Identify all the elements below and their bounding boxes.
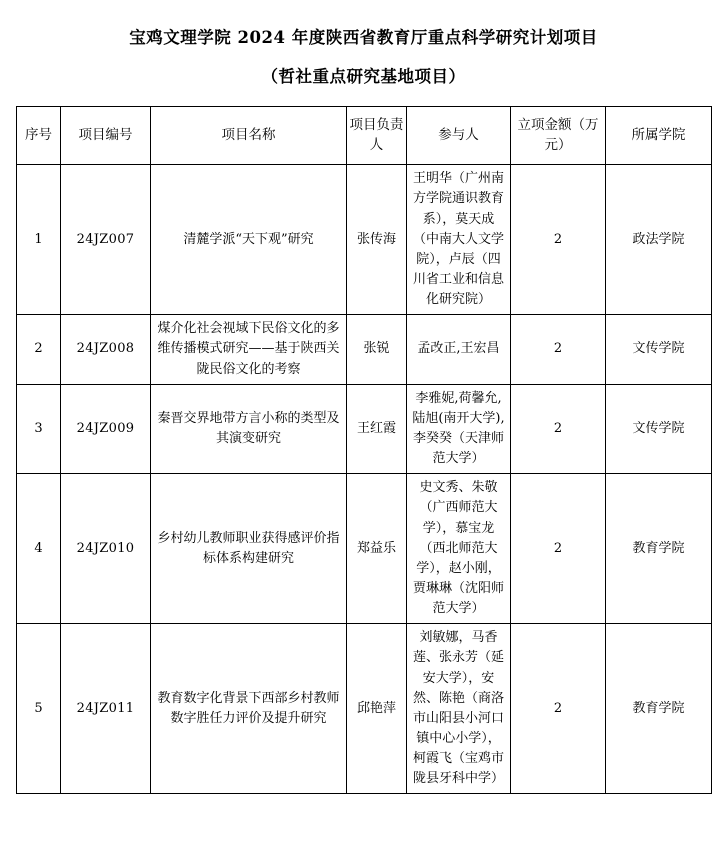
- cell-college: 教育学院: [606, 474, 712, 624]
- cell-seq: 4: [17, 474, 61, 624]
- column-header-participants: 参与人: [407, 106, 511, 165]
- column-header-name: 项目名称: [151, 106, 347, 165]
- cell-amount: 2: [511, 474, 606, 624]
- cell-college: 教育学院: [606, 624, 712, 794]
- cell-project-id: 24JZ011: [61, 624, 151, 794]
- column-header-leader: 项目负责人: [347, 106, 407, 165]
- cell-participants: 王明华（广州南方学院通识教育系），莫天成（中南大人文学院），卢辰（四川省工业和信息化研究院）: [407, 165, 511, 315]
- table-row: [17, 315, 712, 384]
- cell-project-name: 乡村幼儿教师职业获得感评价指标体系构建研究: [151, 474, 347, 624]
- table-row: [17, 384, 712, 474]
- table-row: [17, 165, 712, 315]
- cell-leader: 张锐: [347, 315, 407, 384]
- table-header-row: [17, 106, 712, 165]
- cell-project-id: 24JZ008: [61, 315, 151, 384]
- cell-participants: 李雅妮,荷馨允,陆旭(南开大学),李癸癸（天津师范大学）: [407, 384, 511, 474]
- column-header-college: 所属学院: [606, 106, 712, 165]
- cell-project-name: 秦晋交界地带方言小称的类型及其演变研究: [151, 384, 347, 474]
- cell-leader: 邱艳萍: [347, 624, 407, 794]
- cell-participants: 孟改正,王宏昌: [407, 315, 511, 384]
- column-header-seq: 序号: [17, 106, 61, 165]
- cell-amount: 2: [511, 165, 606, 315]
- cell-amount: 2: [511, 624, 606, 794]
- cell-seq: 1: [17, 165, 61, 315]
- cell-leader: 王红霞: [347, 384, 407, 474]
- cell-seq: 5: [17, 624, 61, 794]
- table-row: [17, 624, 712, 794]
- page-title: 宝鸡文理学院 2024 年度陕西省教育厅重点科学研究计划项目: [129, 28, 598, 47]
- cell-college: 文传学院: [606, 315, 712, 384]
- cell-seq: 3: [17, 384, 61, 474]
- cell-seq: 2: [17, 315, 61, 384]
- cell-project-name: 清麓学派“天下观”研究: [151, 165, 347, 315]
- cell-amount: 2: [511, 315, 606, 384]
- table-row: [17, 474, 712, 624]
- cell-participants: 史文秀、朱敬（广西师范大学），慕宝龙（西北师范大学），赵小刚，贾琳琳（沈阳师范大学）: [407, 474, 511, 624]
- cell-project-id: 24JZ007: [61, 165, 151, 315]
- cell-project-name: 煤介化社会视域下民俗文化的多维传播模式研究——基于陕西关陇民俗文化的考察: [151, 315, 347, 384]
- projects-table: [16, 106, 712, 795]
- cell-participants: 刘敏娜，马香莲、张永芳（延安大学），安然、陈艳（商洛市山阳县小河口镇中心小学），柯霞飞（宝鸡市陇县牙科中学）: [407, 624, 511, 794]
- cell-college: 文传学院: [606, 384, 712, 474]
- cell-project-id: 24JZ009: [61, 384, 151, 474]
- cell-amount: 2: [511, 384, 606, 474]
- cell-college: 政法学院: [606, 165, 712, 315]
- page-subtitle: （哲社重点研究基地项目）: [261, 66, 466, 86]
- column-header-id: 项目编号: [61, 106, 151, 165]
- cell-project-name: 教育数字化背景下西部乡村教师数字胜任力评价及提升研究: [151, 624, 347, 794]
- column-header-amount: 立项金额（万元）: [511, 106, 606, 165]
- cell-leader: 张传海: [347, 165, 407, 315]
- cell-leader: 郑益乐: [347, 474, 407, 624]
- cell-project-id: 24JZ010: [61, 474, 151, 624]
